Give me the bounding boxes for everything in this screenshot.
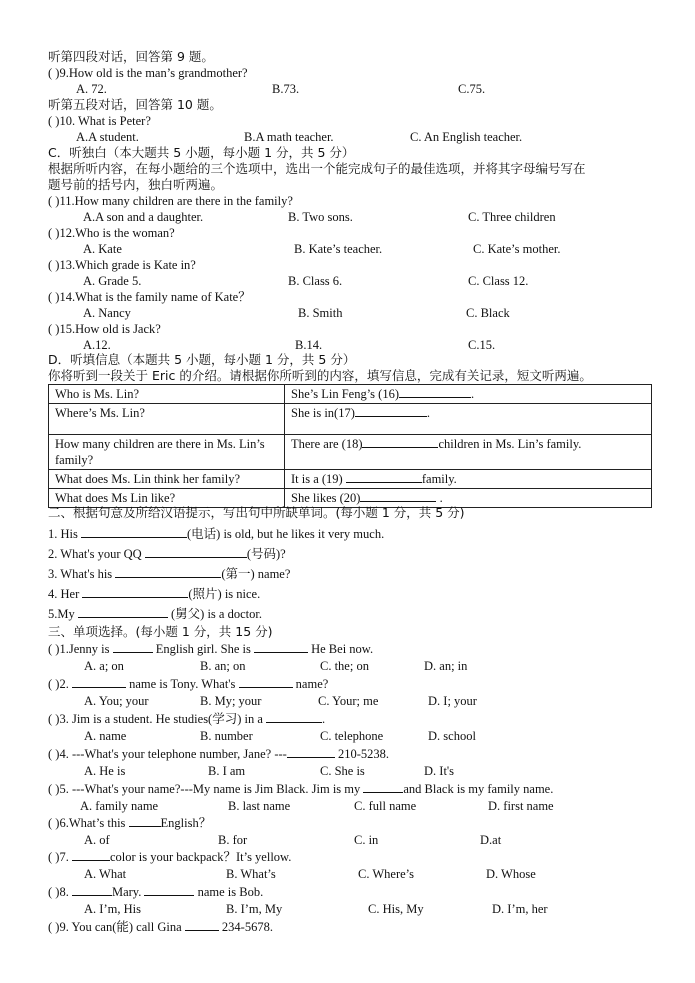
mc-blank[interactable] [185, 919, 219, 931]
q15-option-c: C.15. [468, 338, 496, 352]
stem-part: ( )4. ---What's your telephone number, Jane? --- [48, 747, 287, 761]
mc3-option-a: A. name [84, 729, 127, 743]
mc4-option-c: C. She is [320, 764, 365, 778]
question-10-stem: ( )10. What is Peter? [48, 114, 151, 128]
answer-blank-18[interactable] [362, 436, 438, 448]
question-14-stem: ( )14.What is the family name of Kate？ [48, 290, 251, 304]
fill-blank-5[interactable] [78, 606, 168, 618]
mc1-option-a: A. a; on [84, 659, 124, 673]
q14-option-b: B. Smith [298, 306, 343, 320]
info-table [48, 384, 652, 508]
mc6-option-b: B. for [218, 833, 248, 847]
stem-part: name? [295, 677, 329, 691]
mc-blank[interactable] [72, 849, 110, 861]
q10-option-c: C. An English teacher. [410, 130, 523, 144]
mc-question-5-stem [48, 781, 655, 797]
answer-prefix: She is in(17) [291, 406, 355, 420]
table-answer [285, 385, 652, 404]
answer-blank-17[interactable] [355, 405, 427, 417]
table-row [49, 385, 652, 404]
mc8-option-d: D. I’m, her [492, 902, 548, 916]
q13-option-b: B. Class 6. [288, 274, 343, 288]
table-answer [285, 435, 652, 470]
fill-item-3 [48, 566, 655, 582]
item-hint: (照片) [188, 587, 222, 601]
mc-blank[interactable] [254, 641, 308, 653]
mc8-option-c: C. His, My [368, 902, 424, 916]
stem-part: 234-5678. [221, 920, 273, 934]
mc7-option-c: C. Where’s [358, 867, 415, 881]
answer-suffix: children in Ms. Lin’s family. [438, 437, 582, 451]
item-hint: (电话) [187, 527, 221, 541]
q15-option-b: B.14. [295, 338, 323, 352]
mc-question-7-stem [48, 849, 655, 865]
stem-part: ( )2. [48, 677, 69, 691]
fill-blank-4[interactable] [82, 586, 188, 598]
mc3-option-d: D. school [428, 729, 476, 743]
q14-option-c: C. Black [466, 306, 510, 320]
mc-blank[interactable] [144, 884, 194, 896]
fill-item-2 [48, 546, 655, 562]
q14-option-a: A. Nancy [83, 306, 131, 320]
q11-option-b: B. Two sons. [288, 210, 353, 224]
stem-part: ( )1.Jenny is [48, 642, 110, 656]
stem-part: color is your backpack？It’s yellow. [109, 850, 292, 864]
answer-prefix: She’s Lin Feng’s (16) [291, 387, 399, 401]
stem-part: ( )3. Jim is a student. He studies(学习) in a [48, 712, 263, 726]
stem-part: He Bei now. [311, 642, 374, 656]
q15-option-a: A.12. [83, 338, 111, 352]
mc7-option-b: B. What’s [226, 867, 276, 881]
mc-blank[interactable] [266, 711, 322, 723]
q10-option-a: A.A student. [76, 130, 139, 144]
stem-part: . [322, 712, 326, 726]
fill-item-5 [48, 606, 655, 622]
q9-option-c: C.75. [458, 82, 486, 96]
section-c-instruction-2: 题号前的括号内，独白听两遍。 [48, 177, 224, 192]
mc6-option-d: D.at [480, 833, 502, 847]
section-c-heading: C．听独白（本大题共 5 小题，每小题 1 分，共 5 分） [48, 145, 355, 160]
item-suffix: is a doctor. [207, 607, 262, 621]
stem-part: ( )7. [48, 850, 69, 864]
item-prefix: 4. Her [48, 587, 80, 601]
fill-blank-2[interactable] [145, 546, 247, 558]
stem-part: English girl. She is [155, 642, 251, 656]
q9-option-b: B.73. [272, 82, 300, 96]
mc2-option-b: B. My; your [200, 694, 262, 708]
section-c-instruction-1: 根据所听内容，在每小题给的三个选项中，选出一个能完成句子的最佳选项，并将其字母编号写在 [48, 161, 586, 176]
fill-blank-1[interactable] [81, 526, 187, 538]
mc-question-2-stem [48, 676, 655, 692]
mc1-option-d: D. an; in [424, 659, 468, 673]
mc5-option-a: A. family name [80, 799, 159, 813]
table-answer [285, 404, 652, 435]
mc-blank[interactable] [72, 884, 112, 896]
item-hint: (号码)? [246, 547, 286, 561]
q12-option-b: B. Kate’s teacher. [294, 242, 383, 256]
table-question: What does Ms. Lin think her family? [49, 470, 285, 489]
question-15-stem: ( )15.How old is Jack? [48, 322, 161, 336]
question-9-stem: ( )9.How old is the man’s grandmother? [48, 66, 248, 80]
mc-blank[interactable] [72, 676, 126, 688]
mc4-option-d: D. It's [424, 764, 455, 778]
question-12-stem: ( )12.Who is the woman? [48, 226, 175, 240]
part4-heading: 听第四段对话，回答第 9 题。 [48, 49, 214, 64]
q13-option-a: A. Grade 5. [83, 274, 142, 288]
mc-question-3-stem [48, 711, 655, 727]
fill-blank-3[interactable] [115, 566, 221, 578]
mc-blank[interactable] [363, 781, 403, 793]
q10-option-b: B.A math teacher. [244, 130, 334, 144]
table-question: How many children are there in Ms. Lin’s family? [49, 435, 285, 470]
item-suffix: is nice. [224, 587, 261, 601]
item-hint: (舅父) [171, 607, 205, 621]
answer-prefix: She likes (20) [291, 491, 361, 505]
table-question: Where’s Ms. Lin? [49, 404, 285, 435]
table-row [49, 435, 652, 470]
answer-suffix: . [439, 491, 443, 505]
mc-question-8-stem [48, 884, 655, 900]
mc-question-4-stem [48, 746, 655, 762]
mc8-option-a: A. I’m, His [84, 902, 141, 916]
table-question: Who is Ms. Lin? [49, 385, 285, 404]
item-prefix: 5.My [48, 607, 75, 621]
item-prefix: 1. His [48, 527, 78, 541]
mc2-option-a: A. You; your [84, 694, 149, 708]
mc8-option-b: B. I’m, My [226, 902, 283, 916]
mc5-option-d: D. first name [488, 799, 554, 813]
question-11-stem: ( )11.How many children are there in the family? [48, 194, 293, 208]
stem-part: name is Tony. What's [129, 677, 236, 691]
answer-blank-19[interactable] [346, 471, 422, 483]
item-suffix: name? [257, 567, 291, 581]
mc-question-6-stem [48, 815, 655, 831]
mc1-option-c: C. the; on [320, 659, 369, 673]
q12-option-a: A. Kate [83, 242, 122, 256]
mc6-option-c: C. in [354, 833, 379, 847]
stem-part: English？ [160, 816, 212, 830]
mc1-option-b: B. an; on [200, 659, 246, 673]
mc2-option-d: D. I; your [428, 694, 477, 708]
stem-part: name is Bob. [197, 885, 264, 899]
item-hint: (第一) [221, 567, 255, 581]
q12-option-c: C. Kate’s mother. [473, 242, 561, 256]
table-answer [285, 470, 652, 489]
stem-part: ( )9. You can(能) call Gina [48, 920, 182, 934]
answer-blank-20[interactable] [360, 490, 436, 502]
mc7-option-a: A. What [84, 867, 127, 881]
answer-suffix: . [426, 406, 431, 420]
mc-blank[interactable] [113, 641, 153, 653]
table-row [49, 404, 652, 435]
q13-option-c: C. Class 12. [468, 274, 529, 288]
mc4-option-a: A. He is [84, 764, 126, 778]
answer-suffix: family. [421, 472, 457, 486]
fill-item-1 [48, 526, 655, 542]
fill-item-4 [48, 586, 655, 602]
stem-part: ( )8. [48, 885, 69, 899]
table-question: What does Ms Lin like? [49, 489, 285, 508]
stem-part: Mary. [111, 885, 142, 899]
mc3-option-b: B. number [200, 729, 253, 743]
q11-option-c: C. Three children [468, 210, 556, 224]
answer-prefix: It is a (19) [291, 472, 343, 486]
q11-option-a: A.A son and a daughter. [83, 210, 204, 224]
mc6-option-a: A. of [84, 833, 110, 847]
mc-question-9-stem [48, 919, 655, 935]
mc-question-1-stem [48, 641, 655, 657]
mc-blank[interactable] [287, 746, 335, 758]
part2-heading: 二、根据句意及所给汉语提示，写出句中所缺单词。(每小题 1 分，共 5 分) [48, 505, 465, 520]
table-row [49, 470, 652, 489]
mc3-option-c: C. telephone [320, 729, 384, 743]
question-13-stem: ( )13.Which grade is Kate in? [48, 258, 196, 272]
stem-part: and Black is my family name. [403, 782, 554, 796]
item-prefix: 3. What's his [48, 567, 113, 581]
section-d-instruction: 你将听到一段关于 Eric 的介绍。请根据你所听到的内容，填写信息，完成有关记录，短文听两遍。 [48, 368, 592, 383]
answer-prefix: There are (18) [291, 437, 363, 451]
answer-blank-16[interactable] [399, 386, 471, 398]
mc2-option-c: C. Your; me [318, 694, 379, 708]
mc-blank[interactable] [239, 676, 293, 688]
part3-heading: 三、单项选择。(每小题 1 分，共 15 分) [48, 624, 273, 639]
q9-option-a: A. 72. [76, 82, 107, 96]
mc7-option-d: D. Whose [486, 867, 536, 881]
answer-suffix: . [470, 387, 475, 401]
stem-part: 210-5238. [337, 747, 389, 761]
item-prefix: 2. What's your QQ [48, 547, 142, 561]
stem-part: ( )5. ---What's your name?---My name is Jim Black. Jim is my [48, 782, 361, 796]
stem-part: ( )6.What’s this [48, 816, 126, 830]
part5-heading: 听第五段对话，回答第 10 题。 [48, 97, 222, 112]
mc4-option-b: B. I am [208, 764, 246, 778]
section-d-heading: D．听填信息（本题共 5 小题，每小题 1 分，共 5 分） [48, 352, 356, 367]
item-suffix: is old, but he likes it very much. [223, 527, 385, 541]
mc5-option-b: B. last name [228, 799, 291, 813]
mc5-option-c: C. full name [354, 799, 417, 813]
mc-blank[interactable] [129, 815, 161, 827]
